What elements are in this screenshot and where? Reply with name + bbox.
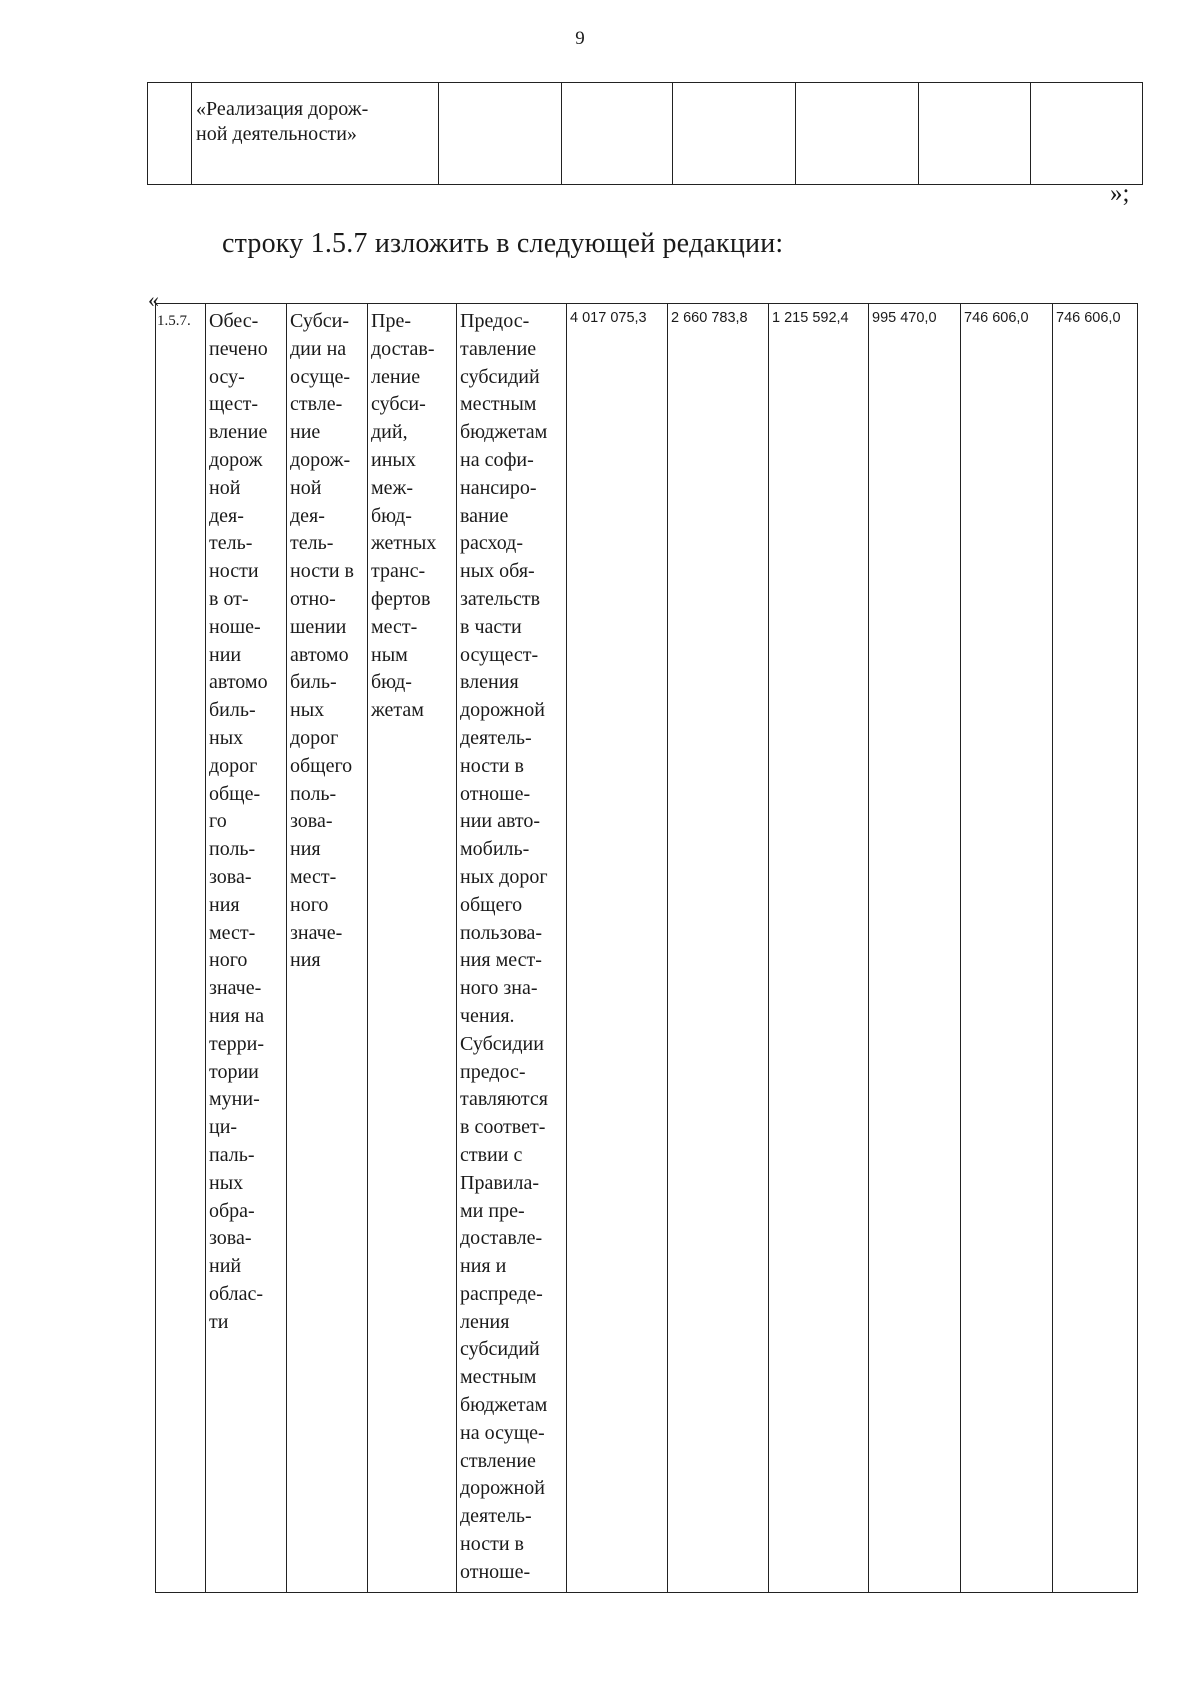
amount-cell (1053, 304, 1138, 1593)
previous-code-cell (148, 83, 192, 185)
previous-empty-cell (1031, 83, 1143, 185)
previous-empty-cell (919, 83, 1031, 185)
amount-cell (668, 304, 769, 1593)
code-cell (156, 304, 206, 1593)
type-cell (368, 304, 457, 1593)
amount-value: 995 470,0 (872, 310, 937, 326)
purpose-text: Субси- дии на осуще- ствле- ние дорож- ной дея- тель- ности в отно- шении автомо биль- ных дорог общего поль- зова- ния мест- ного значе- ния (290, 310, 354, 972)
amount-cell (567, 304, 668, 1593)
goal-cell (206, 304, 287, 1593)
previous-empty-cell (673, 83, 796, 185)
amount-value: 746 606,0 (964, 310, 1029, 326)
amount-value: 1 215 592,4 (772, 310, 849, 326)
page-number: 9 (575, 28, 585, 49)
amount-cell (869, 304, 961, 1593)
previous-empty-cell (562, 83, 673, 185)
previous-table-row (148, 83, 1143, 185)
amount-cell (769, 304, 869, 1593)
previous-row-name: «Реализация дорож- ной деятельности» (196, 98, 369, 145)
table-row (156, 304, 1138, 1593)
closing-quote-mark: »; (1110, 180, 1130, 207)
description-text: Предос- тавление субсидий местным бюджетам на софи- нансиро- вание расход- ных обя- зательств в части осущест- вления дорожной деятель- ности в отноше- нии авто- мобиль- ных дорог общего пользова- ния мест- ного зна- чения. Субсидии предос- тавляются в соответ- ствии с Правила- ми пре- доставле- ния и распреде- ления субсидий местным бюджетам на осуще- ствление дорожной деятель- ности в отноше- (460, 310, 548, 1583)
previous-empty-cell (796, 83, 919, 185)
type-text: Пре- достав- ление субси- дий, иных меж- бюд- жетных транс- фертов мест- ным бюд- жетам (371, 310, 437, 722)
amount-value: 746 606,0 (1056, 310, 1121, 326)
purpose-cell (287, 304, 368, 1593)
opening-quote-mark: « (148, 287, 159, 312)
previous-row-table (147, 82, 1143, 185)
row-code: 1.5.7. (157, 313, 191, 329)
goal-text: Обес- печено осу- щест- вление дорож ной дея- тель- ности в от- ноше- нии автомо биль- ных дорог обще- го поль- зова- ния мест- ного значе- ния на терри- тории муни- ци- паль- ных обра- зова- ний облас- ти (209, 310, 268, 1333)
instruction-text: строку 1.5.7 изложить в следующей редакции: (222, 228, 784, 259)
amount-value: 4 017 075,3 (570, 310, 647, 326)
previous-empty-cell (439, 83, 562, 185)
description-cell (457, 304, 567, 1593)
previous-name-cell (192, 83, 439, 185)
row-1-5-7-table (155, 303, 1138, 1593)
amount-value: 2 660 783,8 (671, 310, 748, 326)
amount-cell (961, 304, 1053, 1593)
